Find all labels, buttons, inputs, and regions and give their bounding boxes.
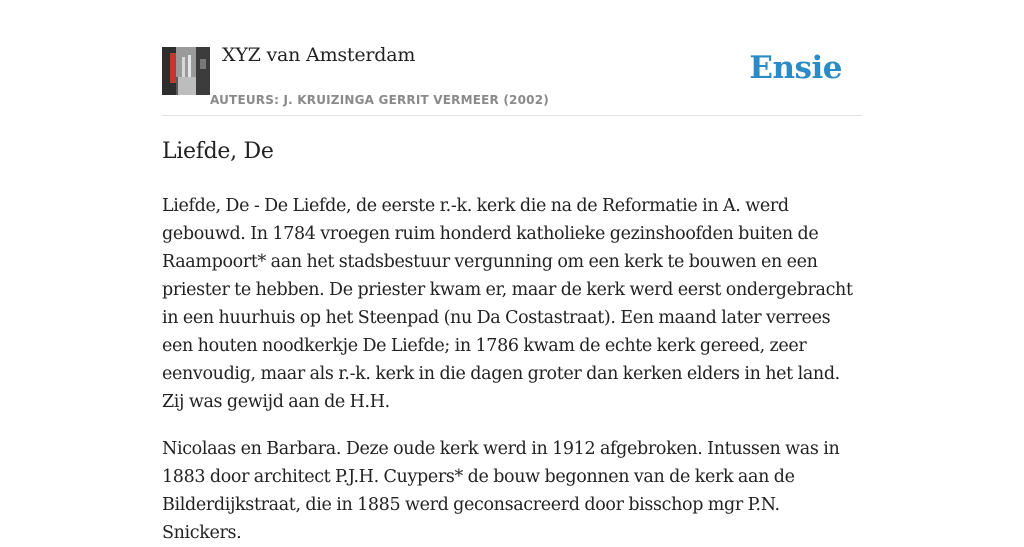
header [162,0,862,116]
entry-paragraph: Liefde, De - De Liefde, de eerste r.-k. kerk die na de Reformatie in A. werd gebouwd. In 1784 vroegen ruim honderd katholieke gezinshoofden buiten de Raampoort* aan het stadsbestuur vergunning om een kerk te bouwen en een priester te hebben. De priester kwam er, maar de kerk werd eerst ondergebracht in een huurhuis op het Steenpad (nu Da Costastraat). Een maand later verrees een houten noodkerkje De Liefde; in 1786 kwam de echte kerk gereed, zeer eenvoudig, maar als r.-k. kerk in die dagen groter dan kerken elders in het land. Zij was gewijd aan de H.H. [162,196,853,412]
entry-paragraph: Nicolaas en Barbara. Deze oude kerk werd in 1912 afgebroken. Intussen was in 1883 door architect P.J.H. Cuypers* de bouw begonnen van de kerk aan de Bilderdijkstraat, die in 1885 werd geconsacreerd door bisschop mgr P.N. Snickers. [162,439,840,543]
content-container [162,0,862,543]
book-cover-avatar[interactable] [162,47,210,95]
entry-title: Liefde, De [162,139,274,164]
authors-line: AUTEURS: J. KRUIZINGA GERRIT VERMEER (2002) [210,93,549,107]
ensie-logo[interactable]: Ensie [749,50,842,86]
street-photo-icon [162,47,210,95]
book-title-link[interactable]: XYZ van Amsterdam [222,44,416,66]
